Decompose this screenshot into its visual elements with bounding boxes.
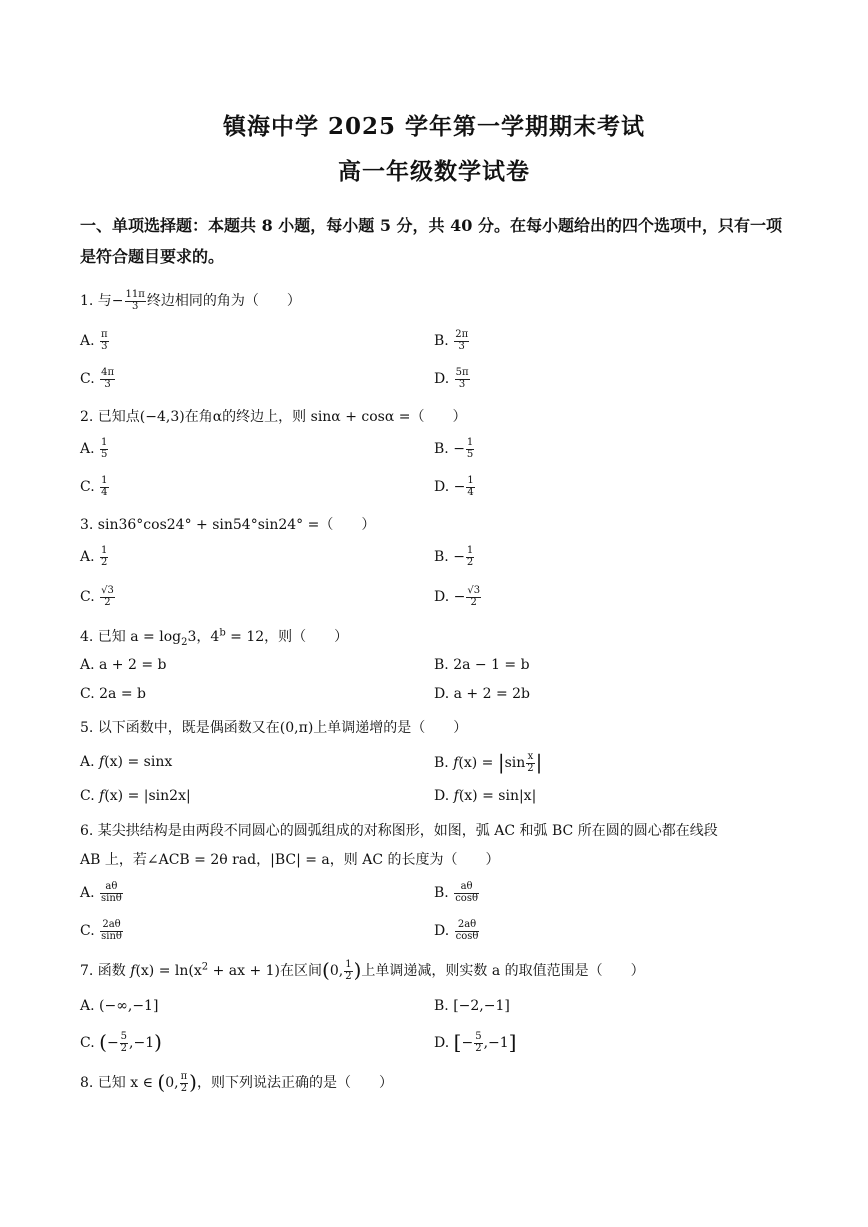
option-2b: B. − $\frac{1}{5}$ xyxy=(434,437,474,460)
option-5d: D. f(x) = sin|x| xyxy=(434,788,537,804)
option-3c: C. $\frac{√3}{2}$ xyxy=(80,585,114,608)
option-1b: B. $\frac{2\pi}{3}$ xyxy=(434,329,469,352)
question-5: 5. 以下函数中，既是偶函数又在(0,π)上单调递增的是（ ） xyxy=(80,720,468,736)
exam-subtitle: 高一年级数学试卷 xyxy=(338,158,530,185)
option-5a: A. f(x) = sinx xyxy=(80,754,173,770)
option-7c: C. (− $\frac{5}{2}$ ,−1) xyxy=(80,1030,162,1054)
option-7b: B. [−2,−1] xyxy=(434,998,510,1014)
question-6-line1: 6. 某尖拱结构是由两段不同圆心的圆弧组成的对称图形，如图，弧 AC 和弧 BC 所在圆的圆心都在线段 xyxy=(80,823,718,839)
option-6d: D. $\frac{2a\theta}{\cos\theta}$ xyxy=(434,919,479,942)
option-4d: D. a + 2 = 2b xyxy=(434,686,531,702)
option-4a: A. a + 2 = b xyxy=(80,657,167,673)
option-1c: C. $\frac{4\pi}{3}$ xyxy=(80,367,115,390)
option-1a: A. $\frac{\pi}{3}$ xyxy=(80,329,108,352)
option-3a: A. $\frac{1}{2}$ xyxy=(80,545,108,568)
question-2: 2. 已知点(−4,3)在角α的终边上，则 sinα + cosα =（ ） xyxy=(80,409,467,425)
option-3b: B. − $\frac{1}{2}$ xyxy=(434,545,474,568)
question-7: 7. 函数 $f(x) = \ln(x^2$ + ax + 1)在区间(0, $\frac{1}{2}$ )上单调递减，则实数 a 的取值范围是（ ） xyxy=(80,958,645,982)
question-3: 3. sin36°cos24° + sin54°sin24° =（ ） xyxy=(80,517,376,533)
option-2d: D. − $\frac{1}{4}$ xyxy=(434,475,474,498)
question-4: 4. 已知 $a = \log_23$，$4^b = 12$，则（ ） xyxy=(80,627,349,648)
section-heading: 一、单项选择题：本题共 8 小题，每小题 5 分，共 40 分。在每小题给出的四个选项中，只有一项是符合题目要求的。 xyxy=(80,216,782,266)
option-6c: C. $\frac{2a\theta}{\sin\theta}$ xyxy=(80,919,122,942)
option-1d: D. $\frac{5\pi}{3}$ xyxy=(434,367,469,390)
question-8: 8. 已知 x ∈ (0, $\frac{\pi}{2}$ )，则下列说法正确的是（ ） xyxy=(80,1070,393,1094)
exam-title: 镇海中学 2025 学年第一学期期末考试 xyxy=(222,113,646,140)
option-6b: B. $\frac{a\theta}{\cos\theta}$ xyxy=(434,881,478,904)
option-4b: B. 2a − 1 = b xyxy=(434,657,530,673)
option-6a: A. $\frac{a\theta}{\sin\theta}$ xyxy=(80,881,122,904)
option-4c: C. 2a = b xyxy=(80,686,146,702)
question-6-line2: AB 上，若∠ACB = 2θ rad，|BC| = a，则 AC 的长度为（ ） xyxy=(80,852,500,868)
option-2c: C. $\frac{1}{4}$ xyxy=(80,475,108,498)
option-7a: A. (−∞,−1] xyxy=(80,998,159,1014)
question-1: 1. 与− $\frac{11\pi}{3}$ 终边相同的角为（ ） xyxy=(80,289,301,312)
option-7d: D. [− $\frac{5}{2}$ ,−1] xyxy=(434,1030,517,1054)
option-2a: A. $\frac{1}{5}$ xyxy=(80,437,108,460)
option-5c: C. f(x) = |sin2x| xyxy=(80,788,191,804)
fraction: $\frac{11\pi}{3}$ xyxy=(125,289,145,312)
option-5b: B. f(x) = |sin $\frac{x}{2}$ | xyxy=(434,750,543,774)
option-3d: D. − $\frac{√3}{2}$ xyxy=(434,585,481,608)
